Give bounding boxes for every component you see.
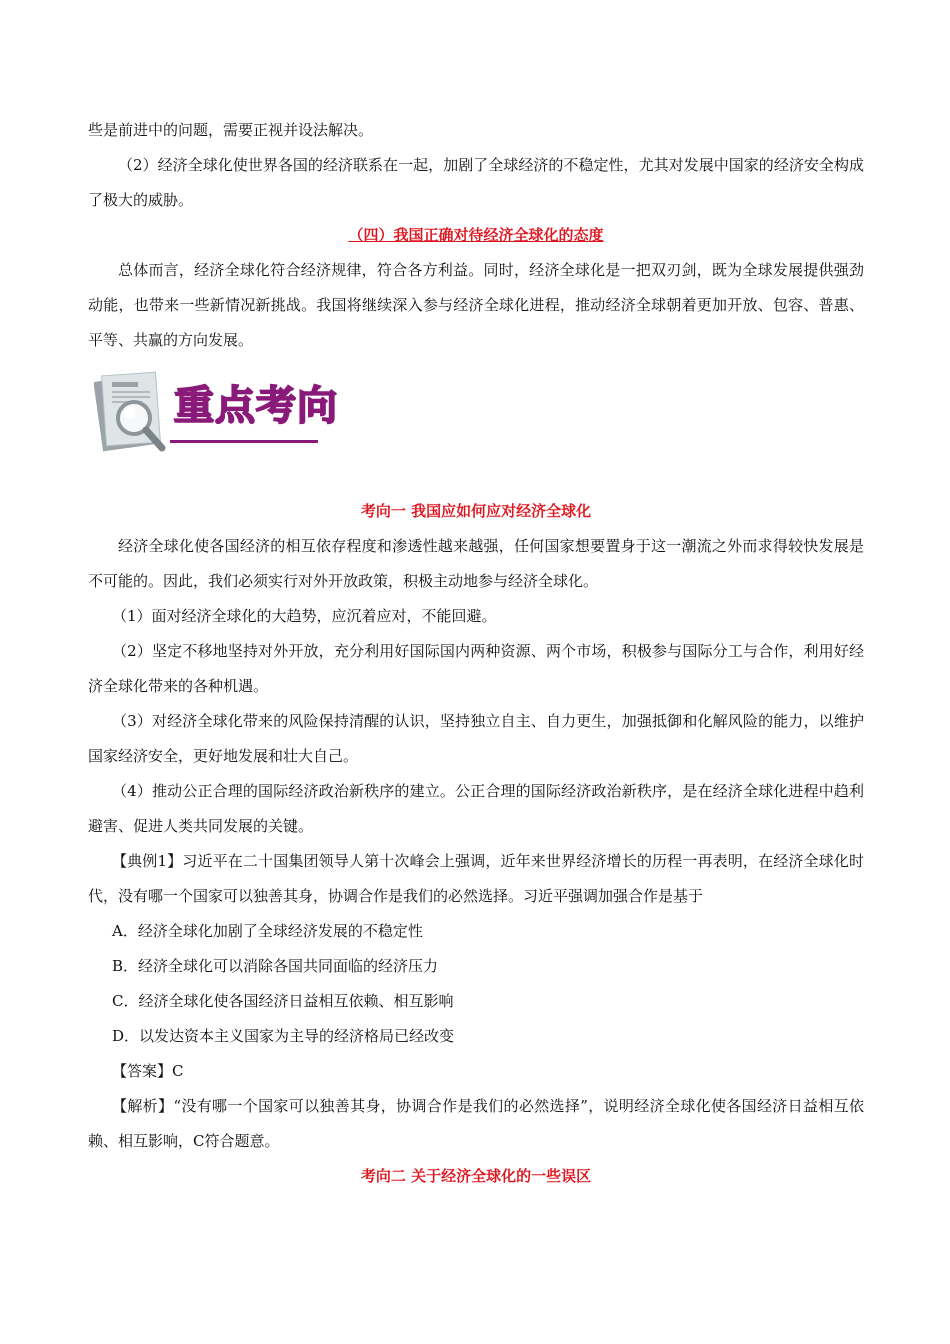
- section-4-body: 总体而言，经济全球化符合经济规律，符合各方利益。同时，经济全球化是一把双刃剑，既为全球发展提供强劲动能，也带来一些新情况新挑战。我国将继续深入参与经济全球化进程，推动经济全球朝着更加开放、包容、普惠、平等、共赢的方向发展。: [88, 261, 864, 349]
- direction-1-heading: 考向一 我国应如何应对经济全球化: [360, 502, 592, 520]
- option-b: B．经济全球化可以消除各国共同面临的经济压力: [112, 957, 439, 975]
- answer: 【答案】C: [112, 1062, 184, 1080]
- option-a: A．经济全球化加剧了全球经济发展的不稳定性: [112, 922, 423, 940]
- example-question: 【典例1】习近平在二十国集团领导人第十次峰会上强调，近年来世界经济增长的历程一再表明，在经济全球化时代，没有哪一个国家可以独善其身，协调合作是我们的必然选择。习近平强调加强合作是基于: [88, 852, 864, 905]
- direction-1-point-4: （4）推动公正合理的国际经济政治新秩序的建立。公正合理的国际经济政治新秩序，是在经济全球化进程中趋利避害、促进人类共同发展的关键。: [88, 782, 864, 835]
- direction-1-intro: 经济全球化使各国经济的相互依存程度和渗透性越来越强，任何国家想要置身于这一潮流之外而求得较快发展是不可能的。因此，我们必须实行对外开放政策，积极主动地参与经济全球化。: [88, 537, 864, 590]
- paragraph-continuation: 些是前进中的问题，需要正视并设法解决。: [88, 121, 374, 139]
- direction-1-point-2: （2）坚定不移地坚持对外开放，充分利用好国际国内两种资源、两个市场，积极参与国际分工与合作，利用好经济全球化带来的各种机遇。: [88, 642, 864, 695]
- document-content: [88, 113, 864, 1194]
- direction-2-heading: 考向二 关于经济全球化的一些误区: [360, 1167, 592, 1185]
- banner-underline: [170, 440, 318, 443]
- option-d: D．以发达资本主义国家为主导的经济格局已经改变: [112, 1027, 455, 1045]
- analysis: 【解析】“没有哪一个国家可以独善其身，协调合作是我们的必然选择”，说明经济全球化使各国经济日益相互依赖、相互影响，C符合题意。: [88, 1097, 864, 1150]
- paragraph-point-2: （2）经济全球化使世界各国的经济联系在一起，加剧了全球经济的不稳定性，尤其对发展中国家的经济安全构成了极大的威胁。: [88, 156, 864, 209]
- key-directions-banner: [88, 362, 864, 480]
- direction-1-point-1: （1）面对经济全球化的大趋势，应沉着应对，不能回避。: [112, 607, 497, 625]
- direction-1-point-3: （3）对经济全球化带来的风险保持清醒的认识，坚持独立自主、自力更生，加强抵御和化解风险的能力，以维护国家经济安全，更好地发展和壮大自己。: [88, 712, 864, 765]
- section-heading-4: [88, 218, 864, 253]
- section-heading-4-text: （四）我国正确对待经济全球化的态度: [348, 226, 604, 244]
- option-c: C．经济全球化使各国经济日益相互依赖、相互影响: [112, 992, 454, 1010]
- banner-title: 重点考向: [174, 383, 338, 429]
